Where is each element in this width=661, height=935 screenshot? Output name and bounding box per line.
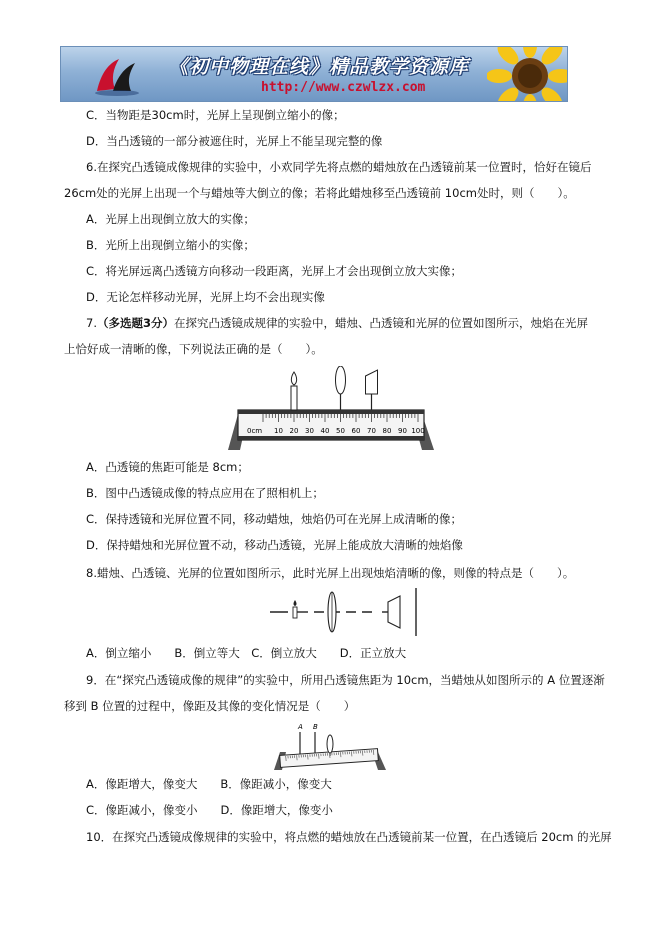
- banner-title: 《初中物理在线》精品教学资源库: [169, 56, 470, 78]
- q9-options-ab: A．像距增大，像变大 B．像距减小，像变大: [86, 777, 332, 791]
- ruler-tick-label: 90: [398, 427, 407, 435]
- q6-stem-line1: 6.在探究凸透镜成像规律的实验中，小欢同学先将点燃的蜡烛放在凸透镜前某一位置时，恰好在镜后: [86, 160, 592, 174]
- q5-option-c: C．当物距是30cm时，光屏上呈现倒立缩小的像；: [86, 108, 345, 122]
- ruler-tick-label: 80: [382, 427, 392, 435]
- q7-option-c: C．保持透镜和光屏位置不同，移动蜡烛，烛焰仍可在光屏上成清晰的像；: [86, 512, 463, 526]
- convex-lens-icon: [327, 735, 333, 753]
- q6-option-d: D．无论怎样移动光屏，光屏上均不会出现实像: [86, 290, 325, 304]
- q7-option-a: A．凸透镜的焦距可能是 8cm；: [86, 460, 249, 474]
- q10-stem-line1: 10．在探究凸透镜成像规律的实验中，将点燃的蜡烛放在凸透镜前某一位置，在凸透镜后 20cm 的光屏: [86, 830, 612, 844]
- banner-url[interactable]: http://www.czwlzx.com: [261, 80, 426, 95]
- candle-icon: [291, 372, 297, 410]
- ruler-tick-label: 30: [305, 427, 314, 435]
- ruler-unit-label: 0cm: [247, 427, 263, 435]
- site-logo-icon: [91, 53, 141, 97]
- q6-option-b: B．光所上出现倒立缩小的实像；: [86, 238, 255, 252]
- q7-type-badge: （多选题3分）: [96, 316, 174, 330]
- light-screen-icon: [388, 596, 400, 628]
- q7-stem-text: 在探究凸透镜成规律的实验中，蜡烛、凸透镜和光屏的位置如图所示，烛焰在光屏: [174, 316, 588, 330]
- ruler-tick-label: 40: [320, 427, 330, 435]
- q8-options: A．倒立缩小 B．倒立等大 C．倒立放大 D．正立放大: [86, 646, 407, 660]
- ruler-tick-label: 60: [351, 427, 361, 435]
- q6-stem-line2: 26cm处的光屏上出现一个与蜡烛等大倒立的像；若将此蜡烛移至凸透镜前 10cm处时，则（ ）。: [64, 186, 575, 200]
- q9-options-cd: C．像距减小，像变小 D．像距增大，像变小: [86, 803, 333, 817]
- ruler-tick-label: 20: [289, 427, 299, 435]
- q9-bench-figure: [272, 720, 388, 772]
- sunflower-icon: [487, 46, 568, 102]
- q7-stem-line2: 上恰好成一清晰的像，下列说法正确的是（ ）。: [64, 342, 323, 356]
- optical-bench-figure: [226, 366, 436, 452]
- q8-axis-figure: [270, 588, 422, 636]
- ruler-tick-label: 50: [336, 427, 345, 435]
- q9-stem-line1: 9．在“探究凸透镜成像的规律”的实验中，所用凸透镜焦距为 10cm，当蜡烛从如图所示的 A 位置逐渐: [86, 673, 605, 687]
- q7-option-d: D．保持蜡烛和光屏位置不动，移动凸透镜，光屏上能成放大清晰的烛焰像: [86, 538, 463, 552]
- q7-stem-line1: [86, 316, 588, 331]
- q7-option-b: B．图中凸透镜成像的特点应用在了照相机上；: [86, 486, 324, 500]
- ruler-tick-label: 10: [274, 427, 283, 435]
- header-banner: [60, 46, 568, 102]
- ruler-tick-label: 70: [367, 427, 376, 435]
- q6-option-a: A．光屏上出现倒立放大的实像；: [86, 212, 255, 226]
- q8-stem: 8.蜡烛、凸透镜、光屏的位置如图所示，此时光屏上出现烛焰清晰的像，则像的特点是（ ）。: [86, 566, 575, 580]
- position-label-b: B: [313, 723, 318, 731]
- q7-number: 7.: [86, 316, 97, 330]
- candle-icon: [293, 600, 297, 618]
- position-label-a: A: [298, 723, 303, 731]
- q6-option-c: C．将光屏远离凸透镜方向移动一段距离，光屏上才会出现倒立放大实像；: [86, 264, 463, 278]
- q9-stem-line2: 移到 B 位置的过程中，像距及其像的变化情况是（ ）: [64, 699, 356, 713]
- light-screen-icon: [366, 370, 378, 410]
- convex-lens-icon: [336, 366, 346, 410]
- q5-option-d: D．当凸透镜的一部分被遮住时，光屏上不能呈现完整的像: [86, 134, 383, 148]
- ruler-tick-label: 100: [411, 427, 425, 435]
